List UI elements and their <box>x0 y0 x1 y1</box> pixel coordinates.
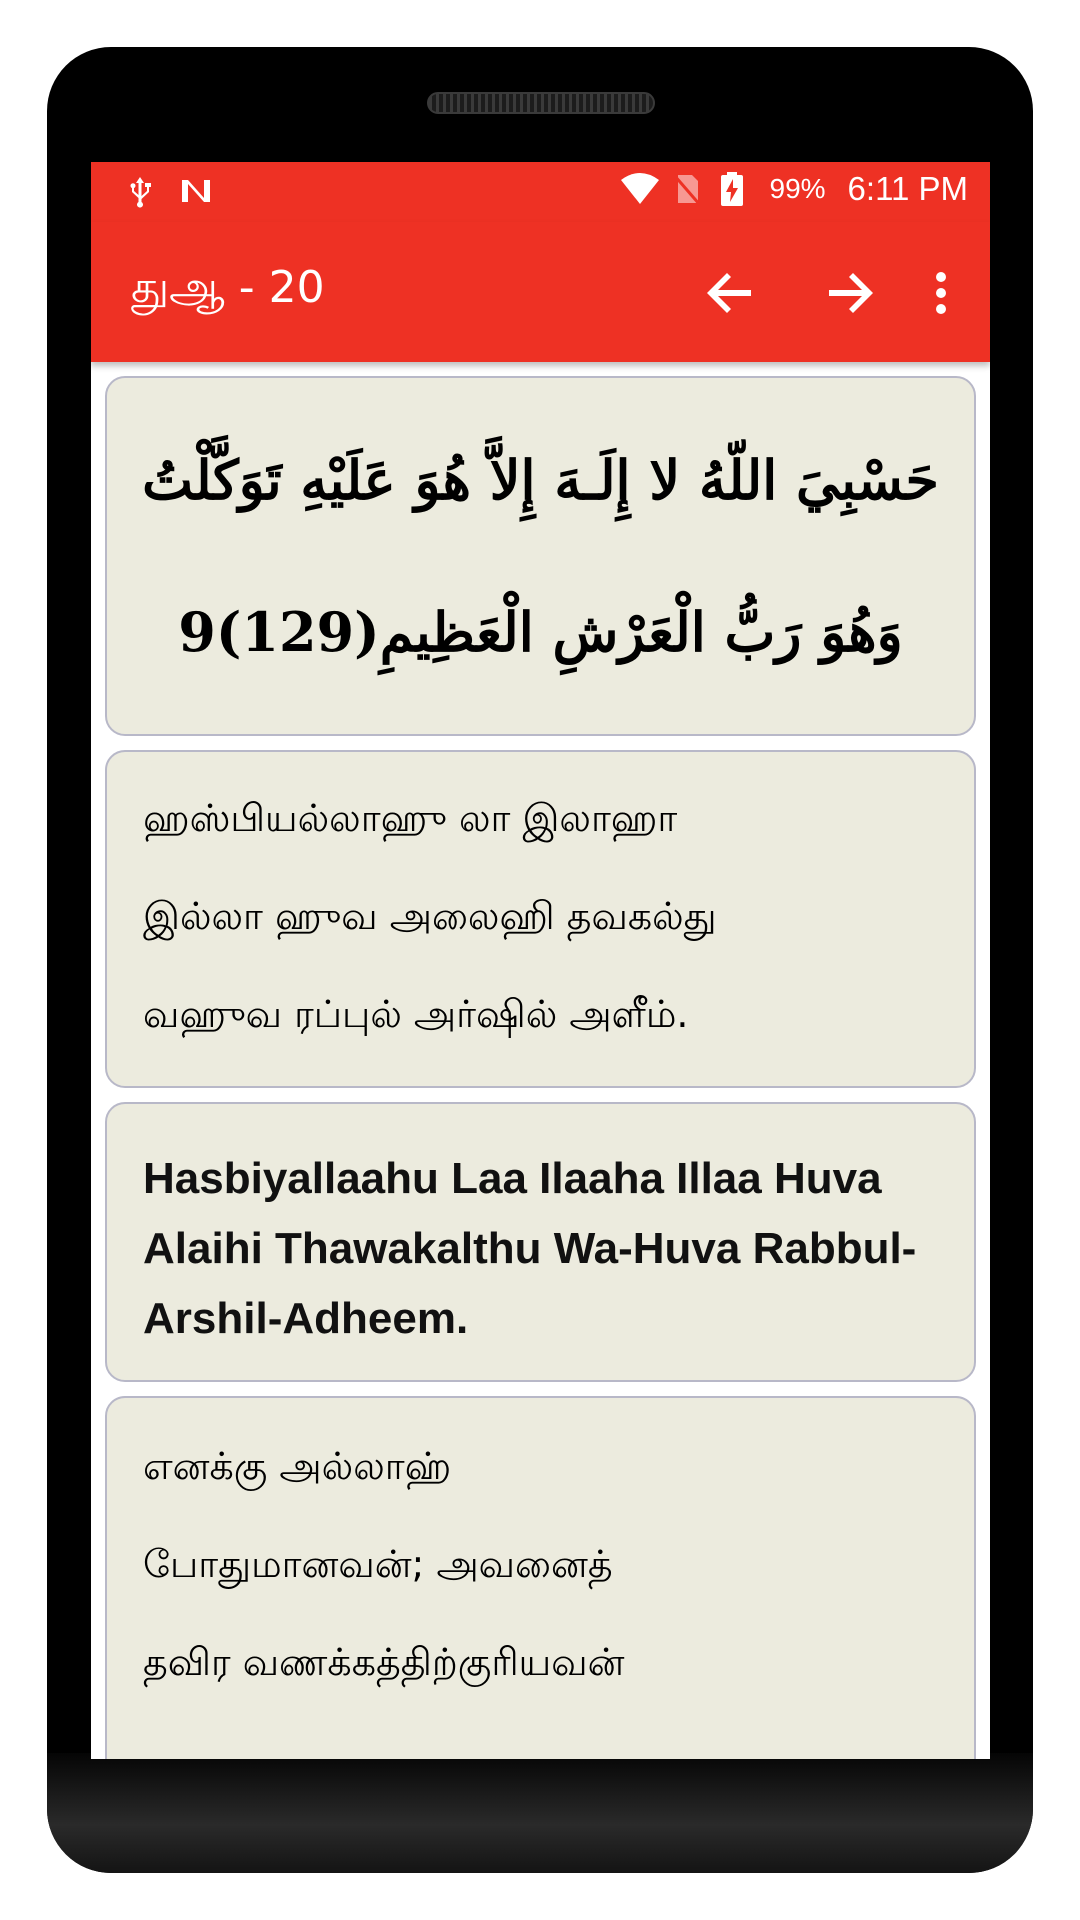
previous-button[interactable] <box>670 260 790 326</box>
tamil-meaning-line: போதுமானவன்; அவனைத் <box>143 1542 613 1586</box>
usb-icon <box>123 174 157 208</box>
tamil-transliteration-line: ஹஸ்பியல்லாஹு லா இலாஹா <box>143 796 678 840</box>
arrow-forward-icon <box>825 268 875 318</box>
more-vert-icon <box>933 271 949 315</box>
wifi-icon <box>620 172 654 206</box>
phone-speaker <box>427 92 655 114</box>
app-bar <box>91 222 990 362</box>
phone-chin <box>47 1753 1033 1873</box>
tamil-meaning-card <box>105 1396 976 1759</box>
english-transliteration-card <box>105 1102 976 1382</box>
tamil-meaning-line: எனக்கு அல்லாஹ் <box>143 1444 452 1488</box>
english-transliteration-text: Hasbiyallaahu Laa Ilaaha Illaa Huva Alaihi Thawakalthu Wa-Huva Rabbul-Arshil-Adheem. <box>143 1154 917 1343</box>
page-title: துஆ - 20 <box>131 262 325 313</box>
clock: 6:11 PM <box>847 170 968 207</box>
battery-charging-icon <box>720 172 754 206</box>
screen <box>91 162 990 1759</box>
tamil-transliteration-card <box>105 750 976 1088</box>
arabic-line-1: حَسْبِيَ اللّهُ لا إِلَـهَ إِلاَّ هُوَ عَلَيْهِ تَوَكَّلْتُ <box>142 448 939 512</box>
tamil-transliteration-line: வஹுவ ரப்புல் அர்ஷில் அளீம். <box>143 992 689 1036</box>
tamil-transliteration-line: இல்லா ஹுவ அலைஹி தவகல்து <box>143 894 717 938</box>
battery-percent: 99% <box>769 173 826 204</box>
next-button[interactable] <box>790 260 910 326</box>
arabic-line-2: وَهُوَ رَبُّ الْعَرْشِ الْعَظِيمِ(129)9 <box>178 600 903 664</box>
status-bar <box>91 162 990 222</box>
overflow-menu-button[interactable] <box>910 260 972 326</box>
notification-n-icon <box>179 174 213 208</box>
arrow-back-icon <box>705 268 755 318</box>
no-sim-icon <box>670 172 704 206</box>
tamil-meaning-line: தவிர வணக்கத்திற்குரியவன் <box>143 1640 625 1684</box>
arabic-card <box>105 376 976 736</box>
